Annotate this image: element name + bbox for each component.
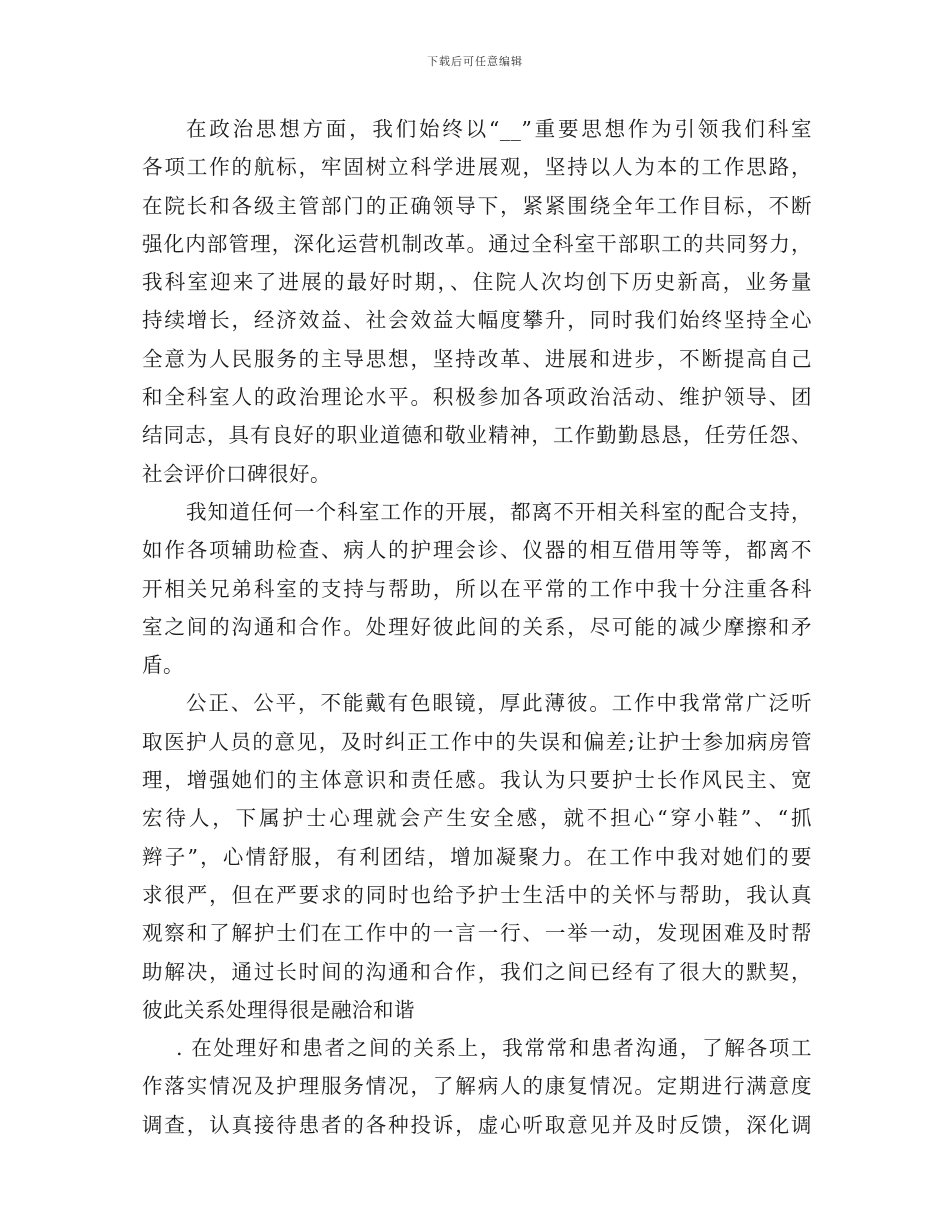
text-line: 理，增强她们的主体意识和责任感。我认为只要护士长作风民主、宽 bbox=[142, 768, 812, 793]
text-line: 和全科室人的政治理论水平。积极参加各项政治活动、维护领导、团 bbox=[142, 385, 812, 410]
text-line: 在政治思想方面，我们始终以“__”重要思想作为引领我们科室 bbox=[186, 117, 812, 141]
paragraph-department-cooperation bbox=[142, 493, 812, 684]
page-header: 下载后可任意编辑 bbox=[427, 55, 523, 68]
text-line: . 在处理好和患者之间的关系上，我常常和患者沟通，了解各项工 bbox=[176, 1036, 812, 1061]
text-line: 彼此关系处理得很是融洽和谐 bbox=[142, 997, 415, 1022]
text-line: 辫子”，心情舒服，有利团结，增加凝聚力。在工作中我对她们的要 bbox=[142, 844, 812, 869]
text-line: 持续增长，经济效益、社会效益大幅度攀升，同时我们始终坚持全心 bbox=[142, 308, 812, 333]
paragraph-fairness bbox=[142, 684, 812, 1029]
text-line: 宏待人，下属护士心理就会产生安全感，就不担心“穿小鞋”、“抓 bbox=[142, 806, 812, 831]
text-line: 求很严，但在严要求的同时也给予护士生活中的关怀与帮助，我认真 bbox=[142, 882, 812, 907]
text-line: 社会评价口碑很好。 bbox=[142, 461, 331, 486]
text-line: 取医护人员的意见，及时纠正工作中的失误和偏差;让护士参加病房管 bbox=[142, 729, 812, 754]
text-line: 结同志，具有良好的职业道德和敬业精神，工作勤勤恳恳，任劳任怨、 bbox=[142, 423, 812, 448]
text-line: 调查，认真接待患者的各种投诉，虚心听取意见并及时反馈，深化调 bbox=[142, 1112, 812, 1137]
text-line: 公正、公平，不能戴有色眼镜，厚此薄彼。工作中我常常广泛听 bbox=[186, 691, 812, 716]
paragraph-patient-relations bbox=[142, 1029, 812, 1144]
text-line: 助解决，通过长时间的沟通和合作，我们之间已经有了很大的默契， bbox=[142, 959, 812, 984]
document-body bbox=[142, 110, 812, 1144]
text-line: 强化内部管理，深化运营机制改革。通过全科室干部职工的共同努力， bbox=[142, 231, 812, 256]
text-line: 观察和了解护士们在工作中的一言一行、一举一动，发现困难及时帮 bbox=[142, 921, 812, 946]
text-line: 室之间的沟通和合作。处理好彼此间的关系，尽可能的减少摩擦和矛 bbox=[142, 614, 812, 639]
text-line: 作落实情况及护理服务情况，了解病人的康复情况。定期进行满意度 bbox=[142, 1074, 812, 1099]
text-line: 全意为人民服务的主导思想，坚持改革、进展和进步，不断提高自己 bbox=[142, 346, 812, 371]
text-line: 在院长和各级主管部门的正确领导下，紧紧围绕全年工作目标，不断 bbox=[142, 193, 812, 218]
text-line: 各项工作的航标，牢固树立科学进展观，坚持以人为本的工作思路， bbox=[142, 155, 812, 180]
text-line: 我知道任何一个科室工作的开展，都离不开相关科室的配合支持， bbox=[186, 499, 812, 524]
text-line: 开相关兄弟科室的支持与帮助，所以在平常的工作中我十分注重各科 bbox=[142, 576, 812, 601]
text-line: 如作各项辅助检查、病人的护理会诊、仪器的相互借用等等，都离不 bbox=[142, 538, 812, 563]
text-line: 我科室迎来了进展的最好时期，、住院人次均创下历史新高，业务量 bbox=[142, 270, 812, 295]
text-line: 盾。 bbox=[142, 653, 184, 678]
paragraph-political-thought bbox=[142, 110, 812, 493]
